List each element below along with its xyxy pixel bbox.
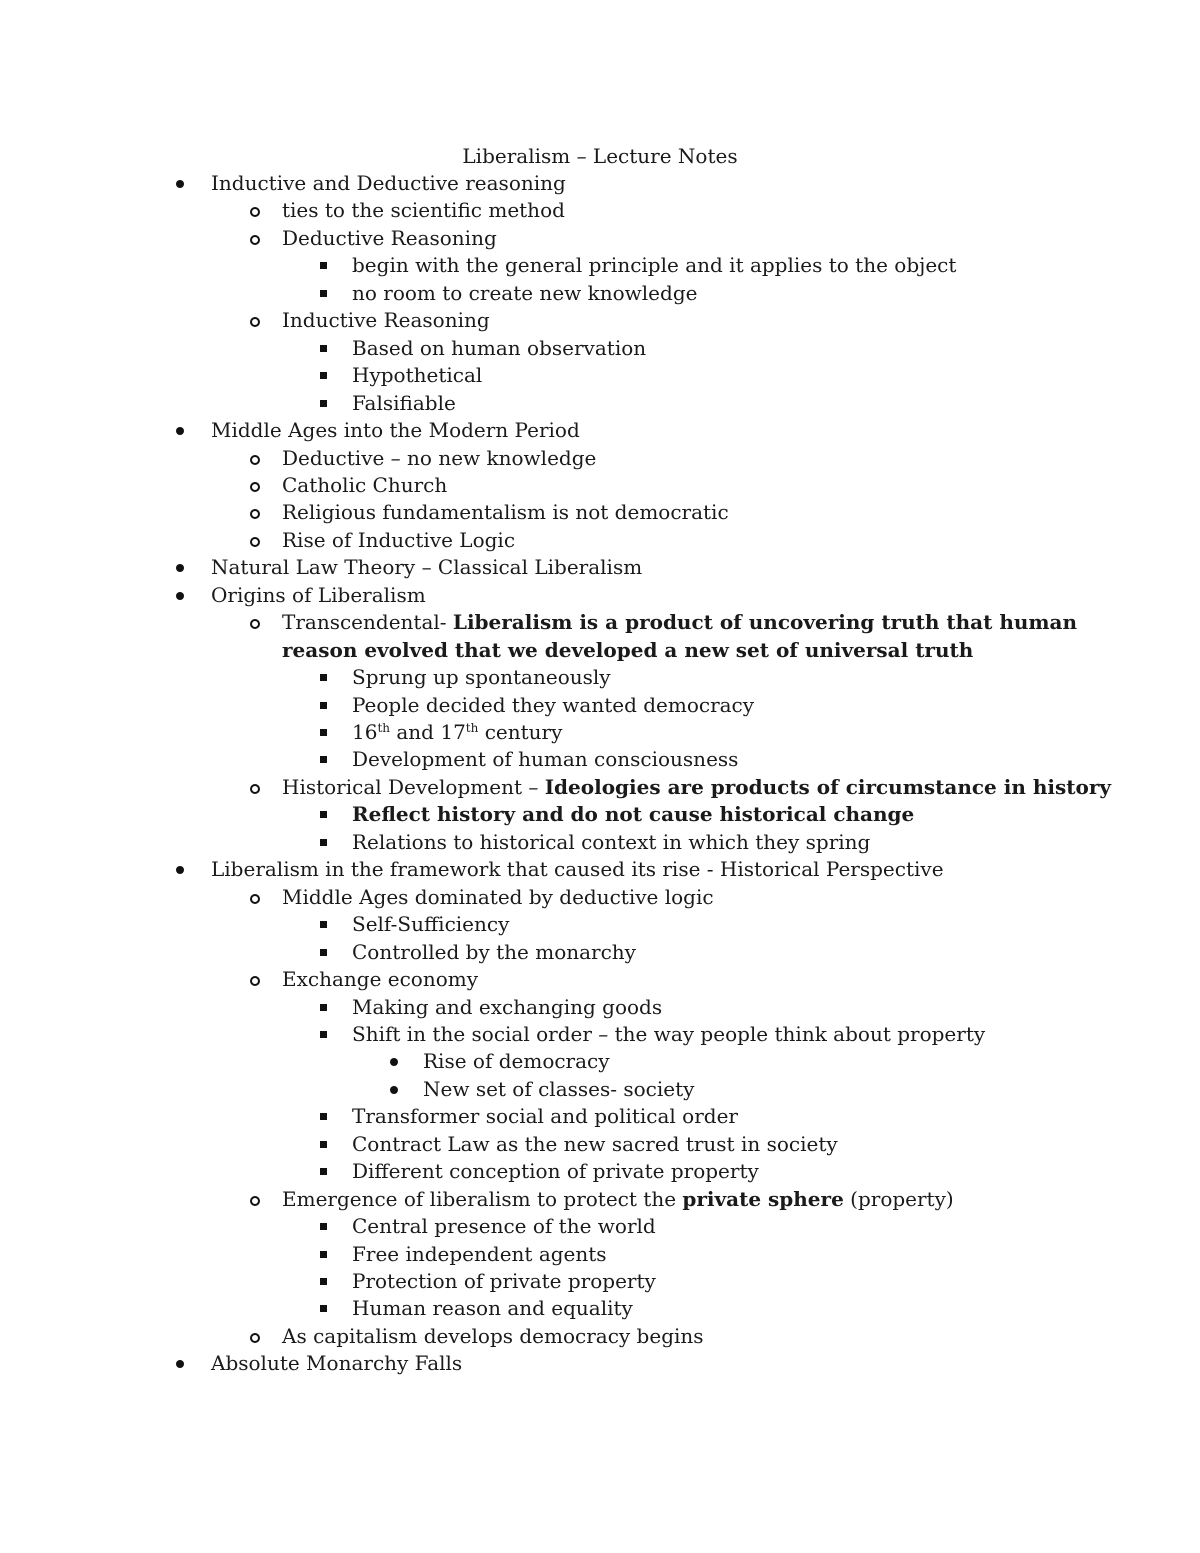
bullet-circle-icon bbox=[250, 1333, 260, 1343]
item-text: Based on human observation bbox=[352, 335, 647, 360]
bullet-square-icon bbox=[320, 1141, 327, 1148]
bullet-circle-icon bbox=[250, 894, 260, 904]
item-text: Protection of private property bbox=[352, 1269, 656, 1293]
bullet-disc-icon bbox=[176, 564, 184, 572]
bullet-circle-icon bbox=[250, 619, 260, 629]
bullet-square-icon bbox=[320, 400, 327, 407]
item-text: Self-Sufficiency bbox=[352, 912, 510, 937]
outline-item-level-2 bbox=[282, 966, 478, 992]
bullet-square-icon bbox=[320, 729, 327, 736]
bullet-circle-icon bbox=[250, 784, 260, 794]
bullet-disc-icon bbox=[390, 1058, 398, 1066]
item-text: Human reason and equality bbox=[352, 1296, 633, 1321]
bullet-square-icon bbox=[320, 702, 327, 709]
outline-item-level-2 bbox=[282, 225, 497, 251]
item-text: Relations to historical context in which they spring bbox=[352, 829, 871, 854]
outline-item-level-3 bbox=[352, 829, 870, 855]
outline-item-level-1 bbox=[211, 1350, 462, 1376]
outline-item-level-3 bbox=[352, 994, 662, 1020]
outline-item-level-3 bbox=[352, 801, 914, 827]
outline-item-level-2 bbox=[282, 445, 596, 471]
item-text: Inductive and Deductive reasoning bbox=[211, 171, 566, 195]
item-text: Emergence of liberalism to protect the bbox=[282, 1186, 683, 1211]
bold-text: private sphere bbox=[682, 1186, 844, 1211]
outline-item-level-3 bbox=[352, 1103, 738, 1129]
item-text: Catholic Church bbox=[282, 472, 448, 497]
bullet-square-icon bbox=[320, 262, 327, 269]
item-text: Different conception of private property bbox=[352, 1159, 759, 1184]
item-text: Controlled by the monarchy bbox=[352, 939, 636, 964]
item-text: and 17 bbox=[390, 720, 466, 744]
item-text: no room to create new knowledge bbox=[352, 280, 698, 305]
bullet-circle-icon bbox=[250, 1196, 260, 1206]
outline-item-level-3 bbox=[352, 362, 482, 388]
item-text: Hypothetical bbox=[352, 363, 483, 388]
outline-item-level-1 bbox=[211, 582, 426, 608]
bullet-square-icon bbox=[320, 921, 327, 928]
item-text: Transformer social and political order bbox=[352, 1104, 738, 1129]
item-text: Religious fundamentalism is not democratic bbox=[282, 500, 729, 525]
outline-item-level-3 bbox=[352, 390, 456, 416]
item-text: Shift in the social order – the way people think about property bbox=[352, 1021, 986, 1046]
item-text: Central presence of the world bbox=[352, 1214, 656, 1239]
bullet-square-icon bbox=[320, 839, 327, 846]
bullet-square-icon bbox=[320, 1168, 327, 1175]
bold-text: Liberalism is a product of uncovering truth that human bbox=[452, 610, 1078, 635]
outline-item-level-3 bbox=[352, 1241, 607, 1267]
bullet-disc-icon bbox=[176, 1360, 184, 1368]
outline-item-level-1 bbox=[211, 170, 566, 196]
superscript-text: th bbox=[377, 721, 391, 735]
bullet-circle-icon bbox=[250, 207, 260, 217]
item-text: Sprung up spontaneously bbox=[352, 665, 611, 690]
bullet-circle-icon bbox=[250, 976, 260, 986]
item-text: Middle Ages dominated by deductive logic bbox=[282, 884, 714, 909]
item-text: New set of classes- society bbox=[423, 1076, 695, 1101]
bullet-square-icon bbox=[320, 1278, 327, 1285]
bullet-circle-icon bbox=[250, 455, 260, 465]
item-text: Rise of Inductive Logic bbox=[282, 527, 516, 552]
outline-item-level-3 bbox=[352, 692, 754, 718]
item-text: Contract Law as the new sacred trust in society bbox=[352, 1131, 838, 1156]
bullet-disc-icon bbox=[176, 592, 184, 600]
outline-item-level-3 bbox=[352, 664, 611, 690]
outline-item-level-3 bbox=[352, 746, 738, 772]
bullet-square-icon bbox=[320, 674, 327, 681]
bullet-square-icon bbox=[320, 1251, 327, 1258]
bullet-square-icon bbox=[320, 290, 327, 297]
outline-item-level-2 bbox=[282, 307, 490, 333]
bullet-square-icon bbox=[320, 1305, 327, 1312]
outline-item-level-3 bbox=[352, 1158, 759, 1184]
outline-item-level-3 bbox=[352, 335, 646, 361]
outline-item-level-3 bbox=[352, 1268, 656, 1294]
bullet-square-icon bbox=[320, 811, 327, 818]
item-text: ties to the scientific method bbox=[282, 198, 565, 223]
item-text: Deductive – no new knowledge bbox=[282, 445, 597, 470]
bullet-square-icon bbox=[320, 1113, 327, 1120]
bullet-square-icon bbox=[320, 1031, 327, 1038]
bullet-square-icon bbox=[320, 345, 327, 352]
bullet-square-icon bbox=[320, 949, 327, 956]
outline-item-level-3 bbox=[352, 1021, 985, 1047]
item-text: Inductive Reasoning bbox=[282, 308, 490, 333]
item-text: Falsifiable bbox=[352, 390, 456, 415]
outline-item-level-3 bbox=[352, 719, 562, 745]
outline-item-level-2 bbox=[282, 884, 714, 910]
outline-item-level-1 bbox=[211, 856, 944, 882]
bullet-square-icon bbox=[320, 1223, 327, 1230]
outline-item-level-3 bbox=[352, 280, 697, 306]
item-text: Rise of democracy bbox=[423, 1049, 610, 1074]
outline-item-level-3 bbox=[352, 1131, 838, 1157]
item-text: begin with the general principle and it applies to the object bbox=[352, 253, 957, 278]
bold-text: Reflect history and do not cause historical change bbox=[352, 802, 915, 827]
item-text: Historical Development – bbox=[282, 774, 545, 799]
item-text: Development of human consciousness bbox=[352, 747, 739, 772]
bullet-circle-icon bbox=[250, 317, 260, 327]
document-title: Liberalism – Lecture Notes bbox=[462, 144, 738, 168]
bullet-square-icon bbox=[320, 756, 327, 763]
item-text: Exchange economy bbox=[282, 967, 479, 992]
outline-item-level-3 bbox=[352, 939, 636, 965]
outline-item-level-2 bbox=[282, 527, 515, 553]
item-text: Absolute Monarchy Falls bbox=[211, 1351, 463, 1376]
bold-text: Ideologies are products of circumstance in history bbox=[544, 774, 1111, 799]
superscript-text: th bbox=[465, 721, 479, 735]
bullet-circle-icon bbox=[250, 482, 260, 492]
outline-item-level-3 bbox=[352, 1213, 656, 1239]
bullet-disc-icon bbox=[176, 427, 184, 435]
outline-item-level-2 bbox=[282, 637, 973, 663]
outline-item-level-2 bbox=[282, 1186, 954, 1212]
outline-item-level-4 bbox=[423, 1048, 610, 1074]
item-text: 16 bbox=[352, 720, 378, 744]
bullet-square-icon bbox=[320, 372, 327, 379]
outline-item-level-2 bbox=[282, 774, 1111, 800]
bullet-disc-icon bbox=[176, 180, 184, 188]
item-text: People decided they wanted democracy bbox=[352, 692, 755, 717]
outline-item-level-2 bbox=[282, 197, 565, 223]
outline-item-level-2 bbox=[282, 1323, 704, 1349]
item-text: Middle Ages into the Modern Period bbox=[211, 418, 580, 443]
item-text: Transcendental- bbox=[282, 610, 453, 635]
item-text: Deductive Reasoning bbox=[282, 225, 497, 250]
outline-item-level-1 bbox=[211, 417, 580, 443]
item-text: Liberalism in the framework that caused its rise - Historical Perspective bbox=[211, 857, 944, 882]
outline-item-level-3 bbox=[352, 911, 509, 937]
bullet-circle-icon bbox=[250, 509, 260, 519]
outline-item-level-3 bbox=[352, 252, 956, 278]
outline-item-level-4 bbox=[423, 1076, 694, 1102]
item-text: Free independent agents bbox=[352, 1241, 607, 1266]
bullet-disc-icon bbox=[176, 866, 184, 874]
item-text: As capitalism develops democracy begins bbox=[282, 1323, 704, 1348]
outline-item-level-1 bbox=[211, 554, 642, 580]
bullet-circle-icon bbox=[250, 235, 260, 245]
outline-item-level-2 bbox=[282, 499, 729, 525]
item-text: (property) bbox=[843, 1186, 954, 1211]
bullet-circle-icon bbox=[250, 537, 260, 547]
outline-item-level-2 bbox=[282, 472, 447, 498]
outline-item-level-2 bbox=[282, 609, 1077, 635]
bullet-disc-icon bbox=[390, 1086, 398, 1094]
item-text: century bbox=[478, 720, 563, 744]
bullet-square-icon bbox=[320, 1004, 327, 1011]
item-text: Natural Law Theory – Classical Liberalism bbox=[211, 555, 643, 580]
item-text: Origins of Liberalism bbox=[211, 582, 426, 607]
bold-text: reason evolved that we developed a new set of universal truth bbox=[282, 637, 974, 662]
item-text: Making and exchanging goods bbox=[352, 994, 663, 1019]
outline-item-level-3 bbox=[352, 1295, 633, 1321]
